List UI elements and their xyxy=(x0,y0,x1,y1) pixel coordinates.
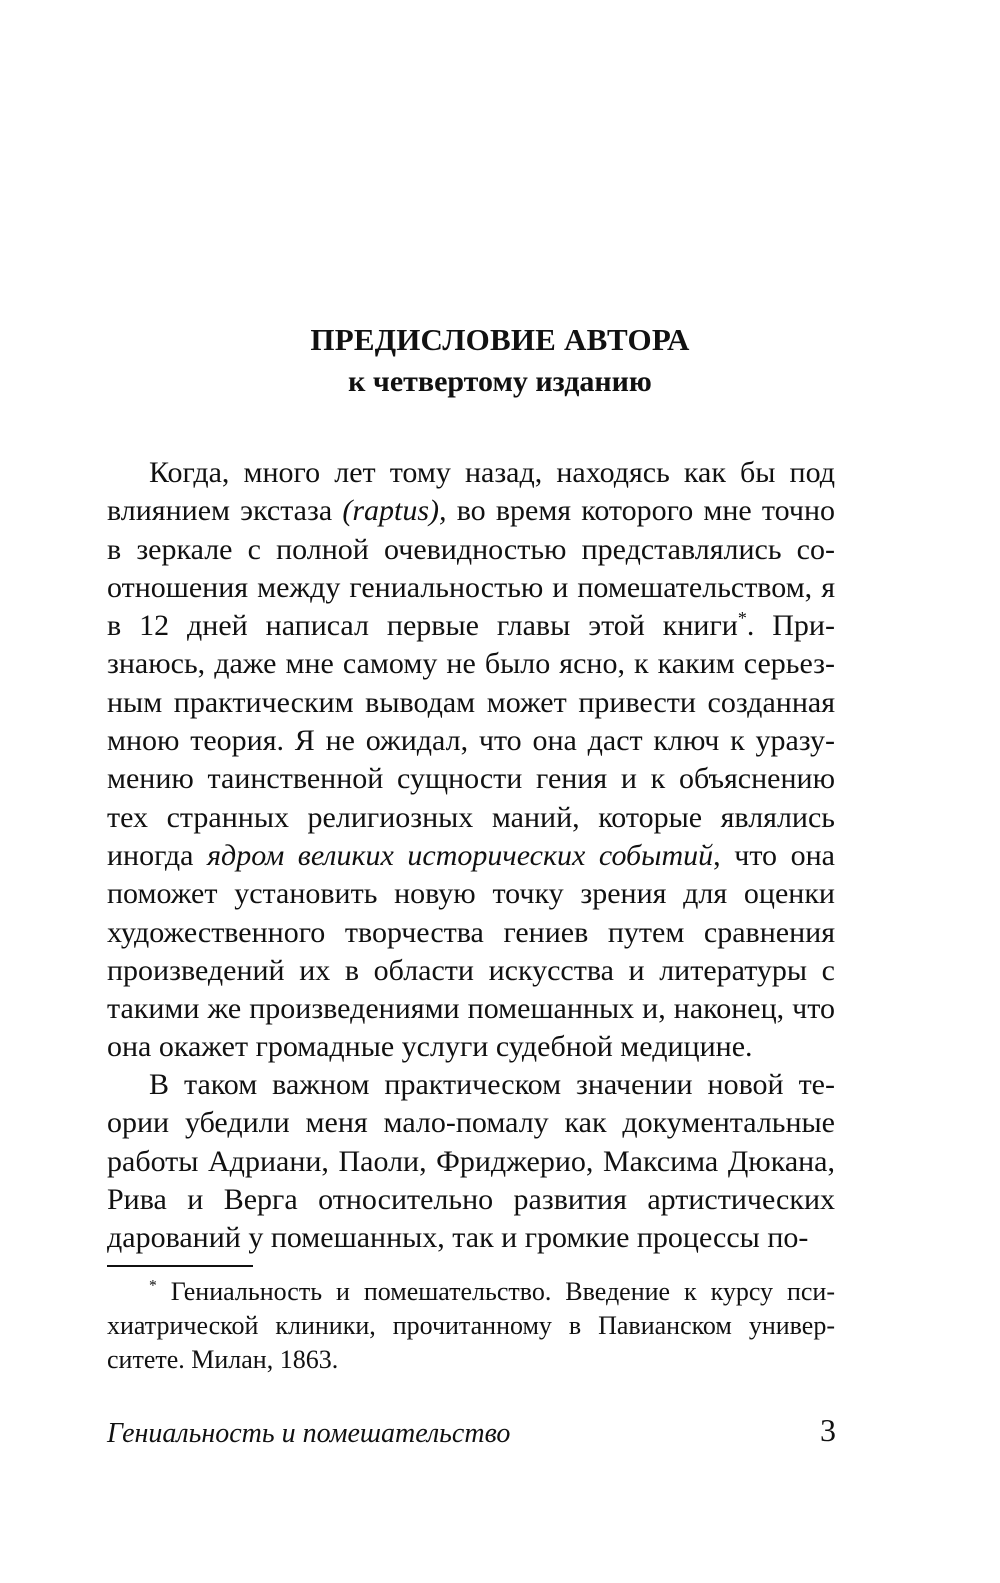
footnote-text: Гениальность и помешательство. Введение к курсу психиатрической клиники, прочитанному в Павианском университете. Милан, 1863. xyxy=(107,1277,835,1374)
paragraph-1 xyxy=(107,454,835,1067)
paragraph-1-text-d: , что она поможет установить новую точку зрения для оценки художественного творчества гениев путем сравнения произведений их в области искусства и литературы с такими же произведениями помешанных и, наконец, что она окажет громадные услуги судебной медицине. xyxy=(107,838,835,1064)
paragraph-2-text: В таком важном практическом значении новой теории убедили меня мало-помалу как документальные работы Адриани, Паоли, Фриджерио, Максима Дюкана, Рива и Верга относительно развития артистических дарований у помешанных, так и громкие процессы по- xyxy=(107,1068,835,1255)
chapter-title: ПРЕДИСЛОВИЕ АВТОРА xyxy=(310,322,690,357)
chapter-subtitle: к четвертому изданию xyxy=(348,365,652,398)
running-title: Гениальность и помешательство xyxy=(107,1418,511,1449)
paragraph-1-text-c: . Признаюсь, даже мне самому не было ясно, к каким серьезным практическим выводам может привести созданная мною теория. Я не ожидал, что она даст ключ к уразумению таинственной сущности гения и к объяснению тех странных религиозных маний, которые являлись иногда xyxy=(107,609,835,872)
paragraph-1-text-b: во время которого мне точно в зеркале с полной очевидностью представлялись соотношения между гениальностью и помешательством, я в 12 дней написал первые главы этой книги xyxy=(107,494,835,643)
footnote-reference: * xyxy=(737,608,747,629)
footnote-mark: * xyxy=(149,1277,157,1295)
page-number: 3 xyxy=(820,1412,836,1448)
paragraph-1-emphasis-events: ядром великих исторических событий xyxy=(207,838,714,872)
footnote xyxy=(107,1275,835,1377)
paragraph-2 xyxy=(107,1066,835,1257)
footnote-divider xyxy=(107,1265,253,1267)
paragraph-1-text-a: Когда, много лет тому назад, находясь как бы под влиянием экстаза xyxy=(107,456,835,528)
paragraph-1-emphasis-raptus: (raptus), xyxy=(342,494,447,528)
